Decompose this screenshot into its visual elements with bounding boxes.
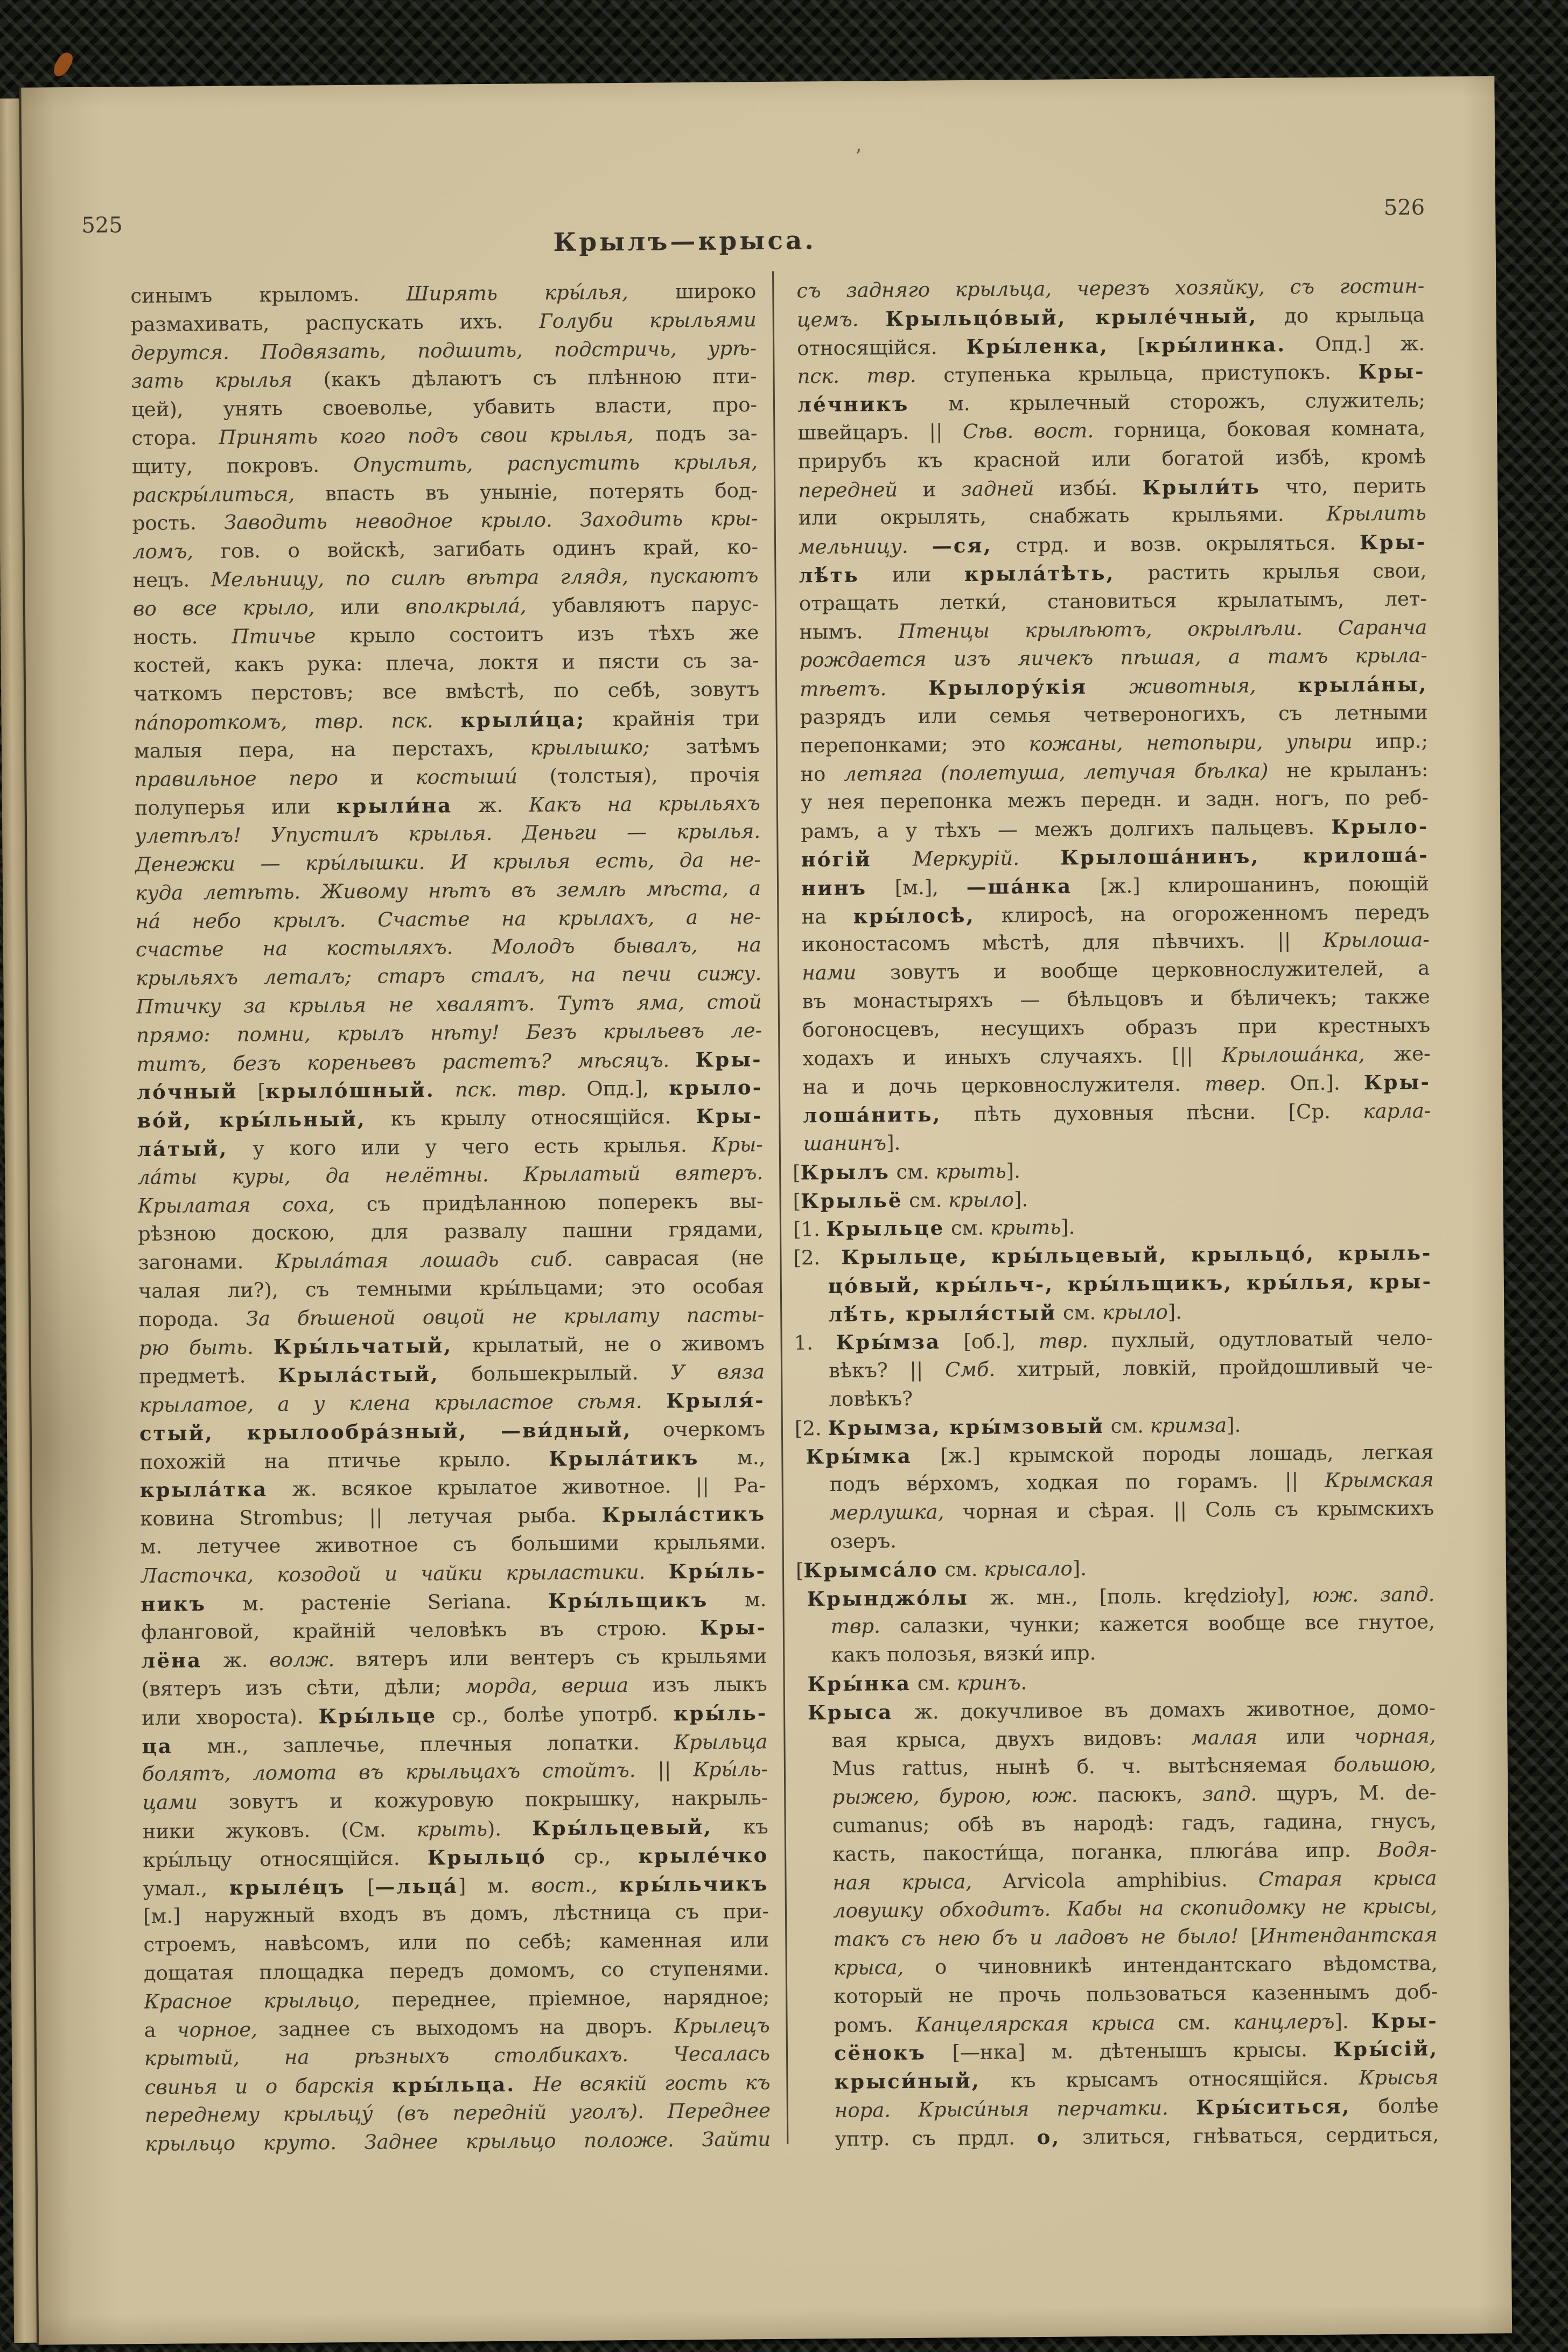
text-line: раскры́литься, впасть въ уныніе, потерять бод- — [132, 478, 758, 507]
text-line: похожій на птичье крыло. Крыла́тикъ м., — [139, 1445, 766, 1474]
text-line: [2. Крыльце, кры́льцевый, крыльцо́, крыль- — [793, 1241, 1432, 1270]
text-line: такъ съ нею бъ и ладовъ не было! [Интендантская — [833, 1923, 1438, 1951]
text-line: ла́тый, у кого или у чего есть крылья. Кры- — [137, 1132, 763, 1161]
text-line: рѣзною доскою, для развалу пашни грядами, — [137, 1217, 764, 1246]
text-line: рю быть. Кры́льчатый, крылатый, не о живомъ — [138, 1332, 765, 1360]
text-line: Крыса ж. докучливое въ домахъ животное, домо- — [807, 1696, 1436, 1725]
text-line: подъ ве́рхомъ, ходкая по горамъ. || Крымская — [829, 1468, 1434, 1496]
text-line: ники жуковъ. (См. крыть). Кры́льцевый, къ — [142, 1815, 768, 1844]
text-line: иконостасомъ мѣстѣ, для пѣвчихъ. || Крылоша- — [801, 928, 1430, 956]
text-line: [Крыльё см. крыло]. — [793, 1187, 1028, 1213]
text-line: какъ полозья, вязки́ ипр. — [831, 1641, 1096, 1667]
column-right — [793, 272, 1439, 2153]
text-line: но́гій Меркурій. Крылоша́нинъ, крилоша́- — [801, 843, 1429, 872]
text-line: рамъ, а у тѣхъ — межъ долгихъ пальцевъ. Крыло- — [801, 814, 1429, 843]
running-title: Крылъ—крыса. — [553, 226, 816, 257]
text-line: Красное крыльцо, переднее, пріемное, нарядное; — [144, 1985, 770, 2013]
text-line: отращать летки́, становиться крылатымъ, лет- — [799, 587, 1427, 615]
text-line: Кры́мка [ж.] крымской породы лошадь, легкая — [806, 1440, 1434, 1469]
text-line: ковина Strombus; || летучая рыба. Крыла́стикъ — [140, 1502, 766, 1531]
text-line: на и дочь церковнослужителя. твер. Оп.]. Кры- — [802, 1070, 1431, 1099]
text-line: съ задняго крыльца, черезъ хозяйку, съ гостин- — [796, 274, 1425, 303]
column-left — [130, 277, 771, 2159]
text-line: богоносцевъ, несущихъ образъ при крестныхъ — [802, 1013, 1431, 1042]
text-line: титъ, безъ кореньевъ растетъ? мѣсяцъ. Кры- — [136, 1047, 762, 1076]
text-line: па́пороткомъ, твр. пск. крыли́ца; крайнія три — [134, 706, 760, 735]
text-line: нецъ. Мельницу, по силѣ вѣтра глядя, пускаютъ — [132, 563, 759, 592]
text-line: строемъ, навѣсомъ, или по себѣ; каменная или — [143, 1928, 769, 1957]
text-line: [м.] наружный входъ въ домъ, лѣстница съ при- — [143, 1900, 769, 1928]
text-line: чалая ли?), съ темными кры́льцами; это особая — [138, 1274, 765, 1303]
text-line: [1. Крыльце см. крыть]. — [793, 1215, 1075, 1241]
text-line: крыльяхъ леталъ; старъ сталъ, на печи сижу. — [136, 962, 762, 990]
text-line: рость. Заводить неводное крыло. Заходить кры- — [132, 507, 758, 535]
text-line: у нея перепонка межъ передн. и задн. ногъ, по реб- — [800, 786, 1429, 814]
column-divider — [772, 271, 788, 2144]
left-page-number: 525 — [81, 213, 123, 238]
text-line: Крылатая соха, съ придѣланною поперекъ вы- — [137, 1189, 764, 1217]
text-line: Крынджо́лы ж. мн., [поль. krędzioły], юж. запд. — [807, 1582, 1435, 1611]
text-line: нами зовутъ и вообще церковнослужителей, а — [802, 956, 1430, 985]
text-line: умал., крыле́цъ [—льца́] м. вост., кры́льчикъ — [143, 1871, 769, 1900]
text-line: прирубъ къ красной или богатой избѣ, кромѣ — [797, 445, 1426, 473]
text-line: относящійся. Кры́ленка, [кры́линка. Опд.] ж. — [797, 331, 1425, 360]
text-line: куда летѣть. Живому нѣтъ въ землѣ мѣста, а — [135, 876, 761, 905]
text-line: цами зовутъ и кожуровую покрышку, накрыль- — [142, 1786, 768, 1815]
text-line: швейцаръ. || Сѣв. вост. горница, боковая комната, — [797, 416, 1426, 445]
text-line: костей, какъ рука: плеча, локтя и пясти съ за- — [133, 649, 759, 677]
page-stack — [21, 76, 1512, 2344]
text-line: Денежки — кры́лышки. И крылья есть, да не- — [135, 848, 761, 877]
text-line: [2. Крымза, кры́мзовый см. кримза]. — [794, 1413, 1241, 1440]
text-line: мерлушка, чорная и сѣрая. || Соль съ крымскихъ — [830, 1496, 1434, 1525]
text-line: или хвороста). Кры́льце ср., болѣе употрб. кры́ль- — [141, 1700, 768, 1730]
text-line: цо́вый, кры́льч-, кры́льщикъ, кры́лья, кры- — [828, 1269, 1432, 1298]
text-line: передней и задней избы́. Крыли́ть что, перить — [798, 473, 1426, 502]
text-line: предметѣ. Крыла́стый, большекрылый. У вяза — [138, 1360, 765, 1389]
text-line: перепонками; это кожаны, нетопыри, упыри ипр.; — [800, 729, 1429, 758]
text-line: малыя пера, на перстахъ, крылышко; затѣмъ — [134, 734, 760, 762]
text-line: твр. салазки, чунки; кажется вообще все гнутое, — [830, 1610, 1435, 1639]
text-line: рождается изъ яичекъ пѣшая, а тамъ крыла- — [799, 643, 1427, 672]
text-line: на́ небо крылъ. Счастье на крылахъ, а не- — [135, 905, 761, 933]
text-line: счастье на костыляхъ. Молодъ бывалъ, на — [135, 933, 762, 962]
text-line: размахивать, распускать ихъ. Голуби крыльями — [130, 307, 757, 336]
text-line: уптр. съ прдл. о, злиться, гнѣваться, сердиться, — [835, 2122, 1439, 2151]
text-line: стора. Принять кого подъ свои крылья, подъ за- — [131, 422, 758, 450]
text-line: ломъ, гов. о войскѣ, загибать одинъ край, ко- — [132, 535, 759, 564]
text-line: (вятеръ изъ сѣти, дѣли; морда, верша изъ лыкъ — [141, 1672, 767, 1701]
text-line: м. летучее животное съ большими крыльями. — [140, 1530, 766, 1559]
text-line: крыла́тка ж. всякое крылатое животное. || Ра- — [139, 1474, 766, 1502]
text-line: крытый, на рѣзныхъ столбикахъ. Чесалась — [144, 2042, 771, 2070]
text-line: 1. Кры́мза [об.], твр. пухлый, одутловатый чело- — [794, 1326, 1433, 1355]
text-line: во́й, кры́льный, къ крылу относящійся. Кры- — [137, 1104, 763, 1133]
text-line: касть, пакости́ща, поганка, плюга́ва ипр. Водя- — [832, 1838, 1437, 1866]
text-line: цей), унять своеволье, убавить власти, про- — [131, 393, 758, 422]
text-line: крыльцо круто. Заднее крыльцо положе. Зайти — [145, 2127, 771, 2155]
text-line: [Крылъ см. крыть]. — [793, 1159, 1021, 1185]
text-line: ловушку обходитъ. Кабы на скопидомку не крысы, — [832, 1894, 1438, 1923]
text-line: Кры́нка см. кринъ. — [807, 1671, 1027, 1696]
right-page-number: 526 — [1383, 195, 1425, 220]
text-line: вѣкъ? || Смб. хитрый, ловкій, пройдошливый че- — [828, 1354, 1433, 1383]
text-line: стый, крылообра́зный, —ви́дный, очеркомъ — [139, 1417, 766, 1445]
text-line: ромъ. Канцелярская крыса см. канцлеръ]. Кры- — [834, 2008, 1438, 2037]
text-line: цемъ. Крыльцо́вый, крыле́чный, до крыльца — [796, 303, 1425, 332]
text-line: нора. Крыси́ныя перчатки. Кры́ситься, болѣе — [834, 2094, 1439, 2122]
text-line: загонами. Крыла́тая лошадь сиб. саврасая (не — [138, 1246, 764, 1275]
text-line: крыса, о чиновникѣ интендантскаго вѣдомства, — [833, 1951, 1438, 1980]
text-line: чаткомъ перстовъ; все вмѣстѣ, по себѣ, зовутъ — [134, 677, 760, 706]
text-line: ло́чный [крыло́шный. пск. твр. Опд.], крыло- — [136, 1075, 763, 1104]
text-line: лоша́нить, пѣть духовныя пѣсни. [Ср. карла- — [803, 1099, 1431, 1128]
text-line: крылатое, а у клена крыластое сѣмя. Крыля́- — [139, 1388, 765, 1417]
text-line: ходахъ и иныхъ случаяхъ. [|| Крылоша́нка, же- — [802, 1041, 1431, 1070]
text-line: [Крымса́ло см. крысало]. — [795, 1557, 1087, 1583]
text-line: ность. Птичье крыло состоитъ изъ тѣхъ же — [133, 620, 759, 649]
text-line: cumanus; обѣ въ народѣ: гадъ, гадина, гнусъ, — [832, 1809, 1437, 1838]
text-line: кры́льцу относящійся. Крыльцо́ ср., крыле́чко — [143, 1843, 769, 1872]
text-line: въ монастыряхъ — бѣльцовъ и бѣличекъ; также — [802, 985, 1430, 1013]
text-line: правильное перо и костыши́ (толстыя), прочія — [134, 762, 760, 791]
page — [21, 76, 1512, 2344]
text-line: болятъ, ломота въ крыльцахъ стойтъ. || Кры́ль- — [142, 1758, 768, 1786]
text-line: крыси́ный, къ крысамъ относящійся. Крысья — [834, 2066, 1439, 2094]
text-line: ла́ты куры, да нелётны. Крылатый вятеръ. — [137, 1160, 764, 1189]
text-line: порода. За бѣшеной овцой не крылату пасты- — [138, 1303, 765, 1331]
text-line: или окрылять, снабжать крыльями. Крылить — [798, 501, 1426, 530]
text-line: полуперья или крыли́на ж. Какъ на крыльяхъ — [134, 792, 760, 820]
text-line: мельницу. —ся, стрд. и возв. окрыляться. Кры- — [798, 530, 1427, 559]
text-line: ловѣкъ? — [829, 1387, 913, 1411]
text-line: фланговой, крайній человѣкъ въ строю. Кры- — [141, 1615, 767, 1644]
text-line: Mus rattus, нынѣ б. ч. вытѣсняемая большою, — [831, 1752, 1437, 1781]
text-line: переднему крыльцу́ (въ передній уголъ). Переднее — [144, 2098, 771, 2127]
ink-speck: ’ — [855, 145, 862, 168]
text-line: улетѣлъ! Упустилъ крылья. Деньги — крылья. — [135, 820, 761, 848]
text-line: синымъ крыломъ. Ширять кры́лья, широко — [130, 279, 757, 308]
text-line: никъ м. растеніе Seriana. Кры́льщикъ м. — [141, 1587, 767, 1616]
text-line: лѣ́ть, крыля́стый см. крыло]. — [828, 1300, 1182, 1326]
text-line: шанинъ]. — [803, 1131, 901, 1156]
text-line: дощатая площадка передъ домомъ, со ступенями. — [143, 1956, 769, 1985]
text-line: который не прочь пользоваться казеннымъ доб- — [834, 1980, 1438, 2008]
text-line: разрядъ или семья четвероногихъ, съ летными — [800, 701, 1428, 729]
text-line: но летяга (полетуша, летучая бѣлка) не крыланъ: — [800, 757, 1429, 786]
text-line: сёнокъ [—нка] м. дѣтенышъ крысы. Кры́сій, — [834, 2036, 1439, 2066]
text-line: нинъ [м.], —ша́нка [ж.] клирошанинъ, поющій — [801, 871, 1430, 900]
text-line: зать крылья (какъ дѣлаютъ съ плѣнною пти- — [131, 365, 757, 393]
text-line: ная крыса, Arvicola amphibius. Старая крыса — [832, 1866, 1437, 1894]
text-line: ле́чникъ м. крылечный сторожъ, служитель; — [797, 388, 1426, 417]
text-line: дерутся. Подвязать, подшить, подстричь, урѣ- — [131, 336, 757, 365]
text-line: Ласточка, козодой и чайки крыластики. Кры́ль- — [140, 1558, 767, 1587]
text-line: лёна ж. волж. вятеръ или вентеръ съ крыльями — [141, 1644, 767, 1673]
orange-fiber — [51, 50, 75, 80]
text-line: ца мн., заплечье, плечныя лопатки. Крыльца — [142, 1730, 768, 1758]
text-line: а чорное, заднее съ выходомъ на дворъ. Крылецъ — [144, 2013, 770, 2042]
text-line: Птичку за крылья не хвалятъ. Тутъ яма, стой — [136, 990, 762, 1019]
text-line: свинья и о барскія кры́льца. Не всякій гость къ — [144, 2071, 771, 2099]
text-line: пск. твр. ступенька крыльца, приступокъ. Кры- — [797, 359, 1425, 388]
text-line: озеръ. — [830, 1529, 897, 1553]
text-line: рыжею, бурою, юж. пасюкъ, запд. щуръ, M. de- — [832, 1781, 1437, 1809]
text-line: лѣ́ть или крыла́тѣть, растить крылья свои, — [799, 559, 1427, 587]
text-line: во все крыло, или вполкрыла́, убавляютъ парус- — [132, 592, 759, 620]
text-line: тѣетъ. Крылору́кія животныя, крыла́ны, — [799, 672, 1428, 701]
text-line: прямо: помни, крылъ нѣту! Безъ крыльевъ ле- — [136, 1018, 762, 1047]
text-line: на кры́лосѣ, клиросѣ, на огороженномъ передъ — [801, 900, 1430, 928]
text-line: нымъ. Птенцы крылѣютъ, окрылѣли. Саранча — [799, 615, 1427, 643]
text-line: щиту, покровъ. Опустить, распустить крылья, — [131, 450, 758, 478]
text-line: вая крыса, двухъ видовъ: малая или чорная, — [831, 1724, 1436, 1752]
